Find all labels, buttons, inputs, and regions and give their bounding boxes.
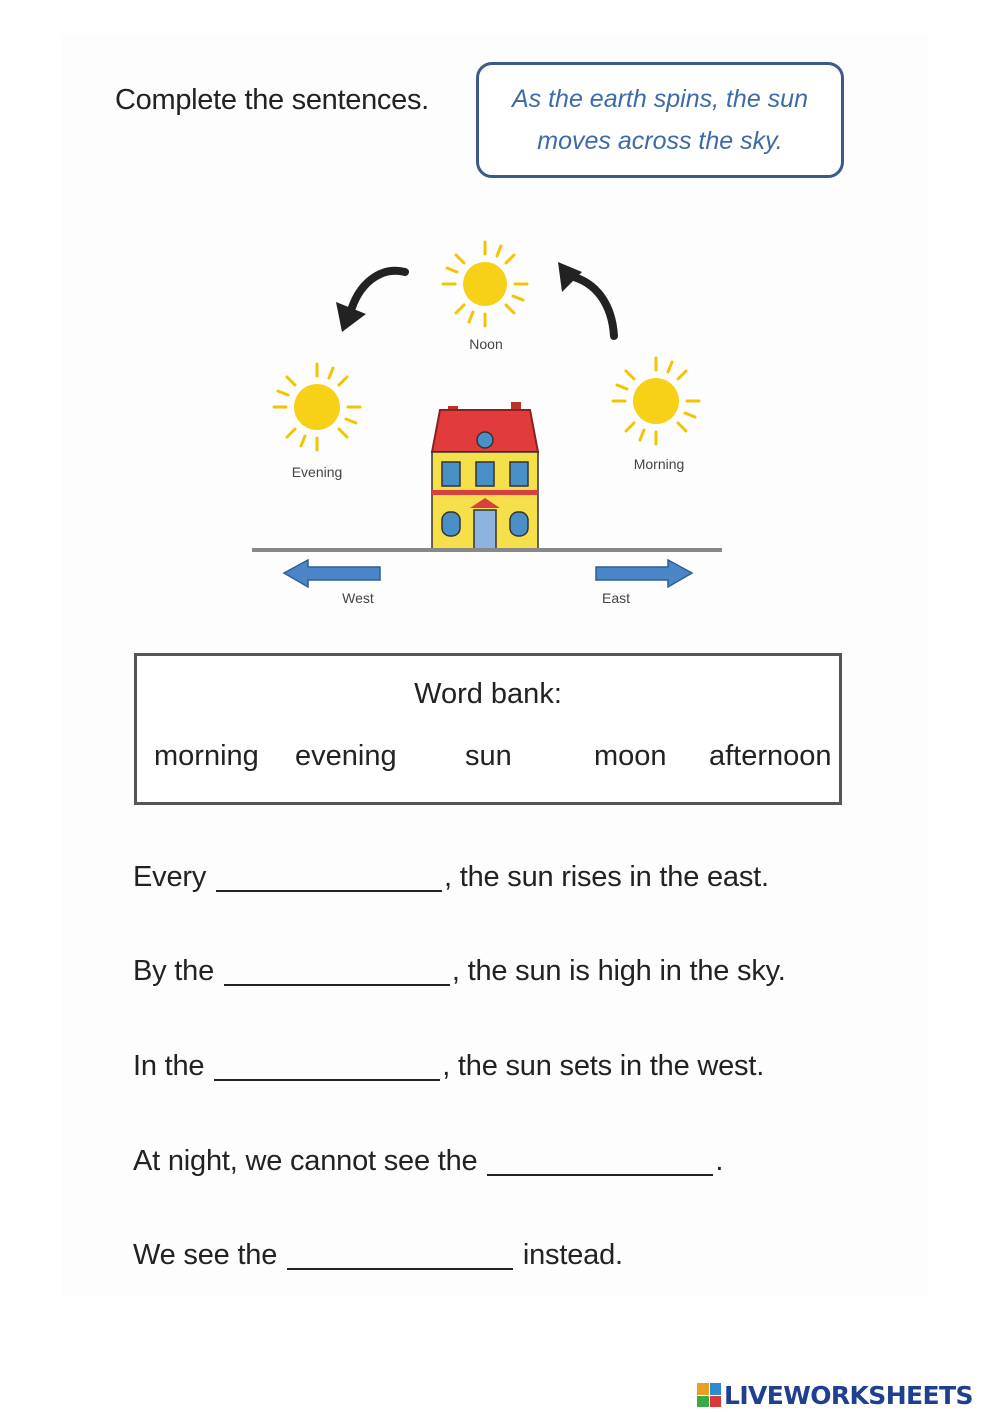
note-line-1: As the earth spins, the sun — [511, 85, 808, 113]
word-bank-title: Word bank: — [414, 678, 562, 710]
word-bank-item: evening — [295, 740, 397, 772]
sentence-text: , the sun sets in the west. — [442, 1050, 765, 1082]
sentence-5 — [133, 1238, 623, 1272]
curve-arrow-left-icon — [336, 271, 405, 332]
sentence-3 — [133, 1049, 764, 1083]
sentence-4 — [133, 1144, 723, 1178]
liveworksheets-logo-icon — [697, 1383, 721, 1407]
sentence-text: , the sun is high in the sky. — [451, 955, 786, 987]
morning-label: Morning — [633, 456, 685, 472]
curve-arrow-right-icon — [558, 262, 614, 336]
note-line-2: moves across the sky. — [537, 127, 783, 155]
sentence-text: In the — [133, 1050, 213, 1082]
arrow-right-icon — [596, 560, 692, 587]
sentence-text: , the sun rises in the east. — [444, 861, 769, 893]
sun-path-diagram — [0, 0, 1000, 640]
sentence-text: By the — [133, 955, 222, 987]
sun-evening-icon — [274, 364, 360, 450]
east-label: East — [601, 590, 631, 606]
answer-blank[interactable] — [214, 1049, 440, 1081]
liveworksheets-logo[interactable] — [697, 1380, 973, 1410]
word-bank-item: sun — [465, 740, 512, 772]
house-icon — [432, 402, 538, 550]
sentence-1 — [133, 860, 769, 894]
instruction-text: Complete the sentences. — [115, 84, 429, 116]
west-label: West — [342, 590, 374, 606]
word-bank-item: moon — [594, 740, 667, 772]
answer-blank[interactable] — [216, 860, 442, 892]
word-bank — [134, 653, 842, 805]
sentence-text: We see the — [133, 1239, 286, 1271]
sentence-text: At night, we cannot see the — [133, 1145, 486, 1177]
sentence-text: instead. — [515, 1239, 623, 1271]
brand-name: LIVEWORKSHEETS — [724, 1380, 973, 1410]
sun-noon-icon — [443, 242, 527, 326]
noon-label: Noon — [469, 336, 503, 352]
answer-blank[interactable] — [487, 1144, 713, 1176]
answer-blank[interactable] — [287, 1238, 513, 1270]
evening-label: Evening — [291, 464, 343, 480]
sentence-text: . — [715, 1145, 724, 1177]
word-bank-item: afternoon — [709, 740, 832, 772]
sun-morning-icon — [613, 358, 699, 444]
answer-blank[interactable] — [224, 954, 450, 986]
arrow-left-icon — [284, 560, 380, 587]
word-bank-item: morning — [154, 740, 259, 772]
sentence-2 — [133, 954, 786, 988]
sentence-text: Every — [133, 861, 214, 893]
